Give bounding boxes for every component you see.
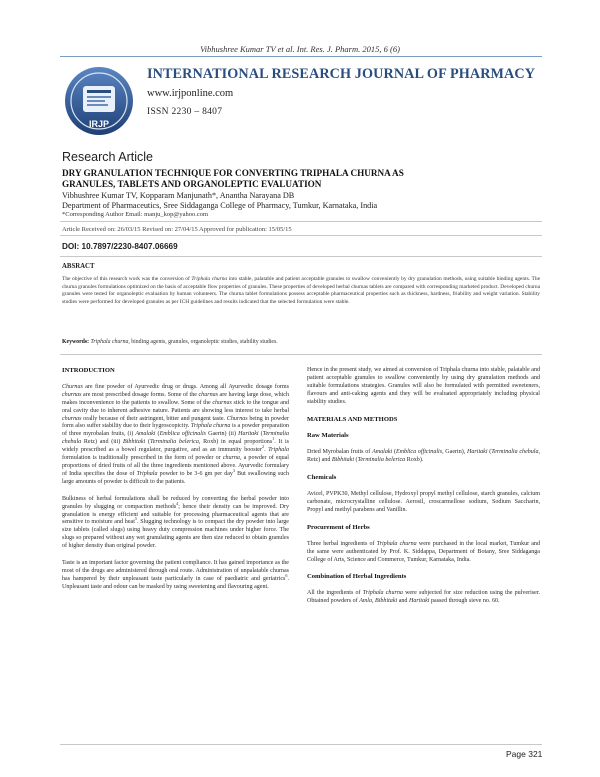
affiliation: Department of Pharmaceutics, Sree Siddaganga College of Pharmacy, Tumkur, Karnataka, India <box>62 201 378 210</box>
intro-paragraph-2: Bulkiness of herbal formulations shall be reduced by converting the herbal powder into granules by slugging or compaction methods$^4$; hence their density can be improved. Dry granulation is energy efficient and suitable for processing pharmaceutical agents that are sensitive to moisture and heat$^5$. Slugging technology is to compact the dry powder into large size tablets (called slugs) using heavy duty compression machines under higher force. The slugs so prepared without any wet granulating agents are then size reduced to obtain granules of higher density than original powder. <box>62 495 289 550</box>
intro-paragraph-4: Hence in the present study, we aimed at conversion of Triphala churna into stable, palatable and patient acceptable granules to swallow conveniently by using dry granulation methods and suitable formulations strategies. Granules will also be formulated with permitted sweeteners, flavours and anti-caking agents and they will be evaluated appropriately including physical stability studies. <box>307 367 540 405</box>
combination-text: All the ingredients of Triphala churna were subjected for size reduction using the pulveriser. Obtained powders of Amla, Bibhitaki and Haritaki passed through sieve no. 60. <box>307 590 541 605</box>
keywords: Keywords: Triphala churna, binding agents, granules, organoleptic studies, stability studies. <box>62 339 278 345</box>
article-type: Research Article <box>62 150 154 164</box>
divider <box>60 354 542 355</box>
journal-website[interactable]: www.irjponline.com <box>147 88 234 99</box>
journal-logo <box>61 64 137 142</box>
paper-title <box>62 168 462 190</box>
header-rule <box>60 56 542 57</box>
corresponding-author: *Corresponding Author Email: manju_kop@yahoo.com <box>62 211 209 218</box>
intro-paragraph-1: Churnas are fine powder of Ayurvedic drug or drugs. Among all Ayurvedic dosage forms churnas are most prescribed dosage forms. Some of the churnas are having large dose, which makes inconvenience to the patients to swallow. Some of the churnas stick to the tongue and oral cavity due to inherent adhesive nature. Patients are showing less interest to take herbal churnas orally because of their astringent, bitter and pungent taste. Churnas being in powder form also suffer stability due to their hygroscopicity. Triphala churna is a powder preparation of three myrobalan fruits, (i) Amalaki (Emblica officinalis Gaertn) (ii) Haritaki (Terminalia chebula Retz) and (iii) Bibhitaki (Terminalia belerica, Roxb) in equal proportions$^1$. It is widely prescribed as a bowel regulator, purgative, and as an immunity booster$^2$. Triphala formulation is traditionally prescribed in the form of powder or churna, a powder of equal proportions of dried fruits of all the three ingredients mentioned above. Ayurvedic formulary of India specifies the dose of Triphala powder to be 3-6 gm per day$^3$ But swallowing such large amounts of powder is difficult to the patients. <box>62 383 290 485</box>
footer-rule <box>60 744 542 745</box>
raw-materials-text: Dried Myrobalan fruits of Amalaki (Emblica officinalis, Gaertn), Haritaki (Terminalia chebula, Retz) and Bibhitaki (Terminalia belerica Roxb). <box>307 449 541 464</box>
abstract-heading: ABSRACT <box>62 263 95 270</box>
left-column <box>62 367 289 601</box>
subheading-procurement: Procurement of Herbs <box>307 523 370 531</box>
journal-title: INTERNATIONAL RESEARCH JOURNAL OF PHARMACY <box>147 66 536 82</box>
right-column <box>307 367 540 615</box>
author-list: Vibhushree Kumar TV, Kopparam Manjunath*, Anantha Narayana DB <box>62 191 295 200</box>
paper-title-line-1: DRY GRANULATION TECHNIQUE FOR CONVERTING TRIPHALA CHURNA AS <box>62 168 404 178</box>
doi[interactable]: DOI: 10.7897/2230-8407.06669 <box>62 242 178 251</box>
procurement-text: Three herbal ingredients of Triphala churna were purchased in the local market, Tumkur and the same were authenticated by Prof. K. Siddappa, Department of Botany, Sree Siddaganga College of Arts, Science and Commerce, Tumkur, Karnataka, India. <box>307 540 540 563</box>
subheading-raw-materials: Raw Materials <box>307 432 349 440</box>
article-dates: Article Received on: 26/03/15 Revised on: 27/04/15 Approved for publication: 15/05/15 <box>62 226 292 233</box>
journal-issn: ISSN 2230 – 8407 <box>147 107 223 117</box>
logo-text: IRJP <box>88 119 110 129</box>
subheading-chemicals: Chemicals <box>307 474 337 482</box>
divider <box>60 235 542 236</box>
chemicals-text: Avicel, PVPK30, Methyl cellulose, Hydroxyl propyl methyl cellulose, starch granules, calcium carbonate, microcrystalline cellulose. Aerosil, croscarmellose sodium, Sodium Saccharin, Propyl and methyl parabens and Vanillin. <box>307 491 540 513</box>
running-head: Vibhushree Kumar TV et al. Int. Res. J. Pharm. 2015, 6 (6) <box>200 44 400 54</box>
page-number: Page 321 <box>506 749 543 759</box>
divider <box>60 256 542 257</box>
section-heading-materials-methods: MATERIALS AND METHODS <box>307 415 398 423</box>
divider <box>60 221 542 222</box>
abstract-text: The objective of this research work was the conversion of Triphala churna into stable, palatable and patient acceptable granules to swallow conveniently by dry granulation methods, using suitable binding agents. The churna granules formulations optimized on the basis of acceptable flow properties of granules. These properties of developed herbal churnas tablets are compared with corresponding marketed product. Developed churna granules were tested for organoleptic evaluation by human volunteers. The churna tablet formulations possess acceptable pharmaceutical properties such as thickness, hardness, friability and weight variation. Stability studies were performed for developed granules as per ICH guidelines and results indicated that the selected formulation were stable. <box>62 276 540 305</box>
subheading-combination: Combination of Herbal Ingredients <box>307 573 407 581</box>
intro-paragraph-3: Taste is an important factor governing the patient compliance. It has gained importance as the most of the drugs are administered through oral route. Administration of unpalatable churnas has hampered by their unpleasant taste particularly in case of paediatric and geriatrics$^6$. Unpleasant taste and odour can be masked by using sweetening and flavouring agent. <box>62 560 289 590</box>
paper-title-line-2: GRANULES, TABLETS AND ORGANOLEPTIC EVALUATION <box>62 179 322 189</box>
section-heading-introduction: INTRODUCTION <box>62 367 115 374</box>
